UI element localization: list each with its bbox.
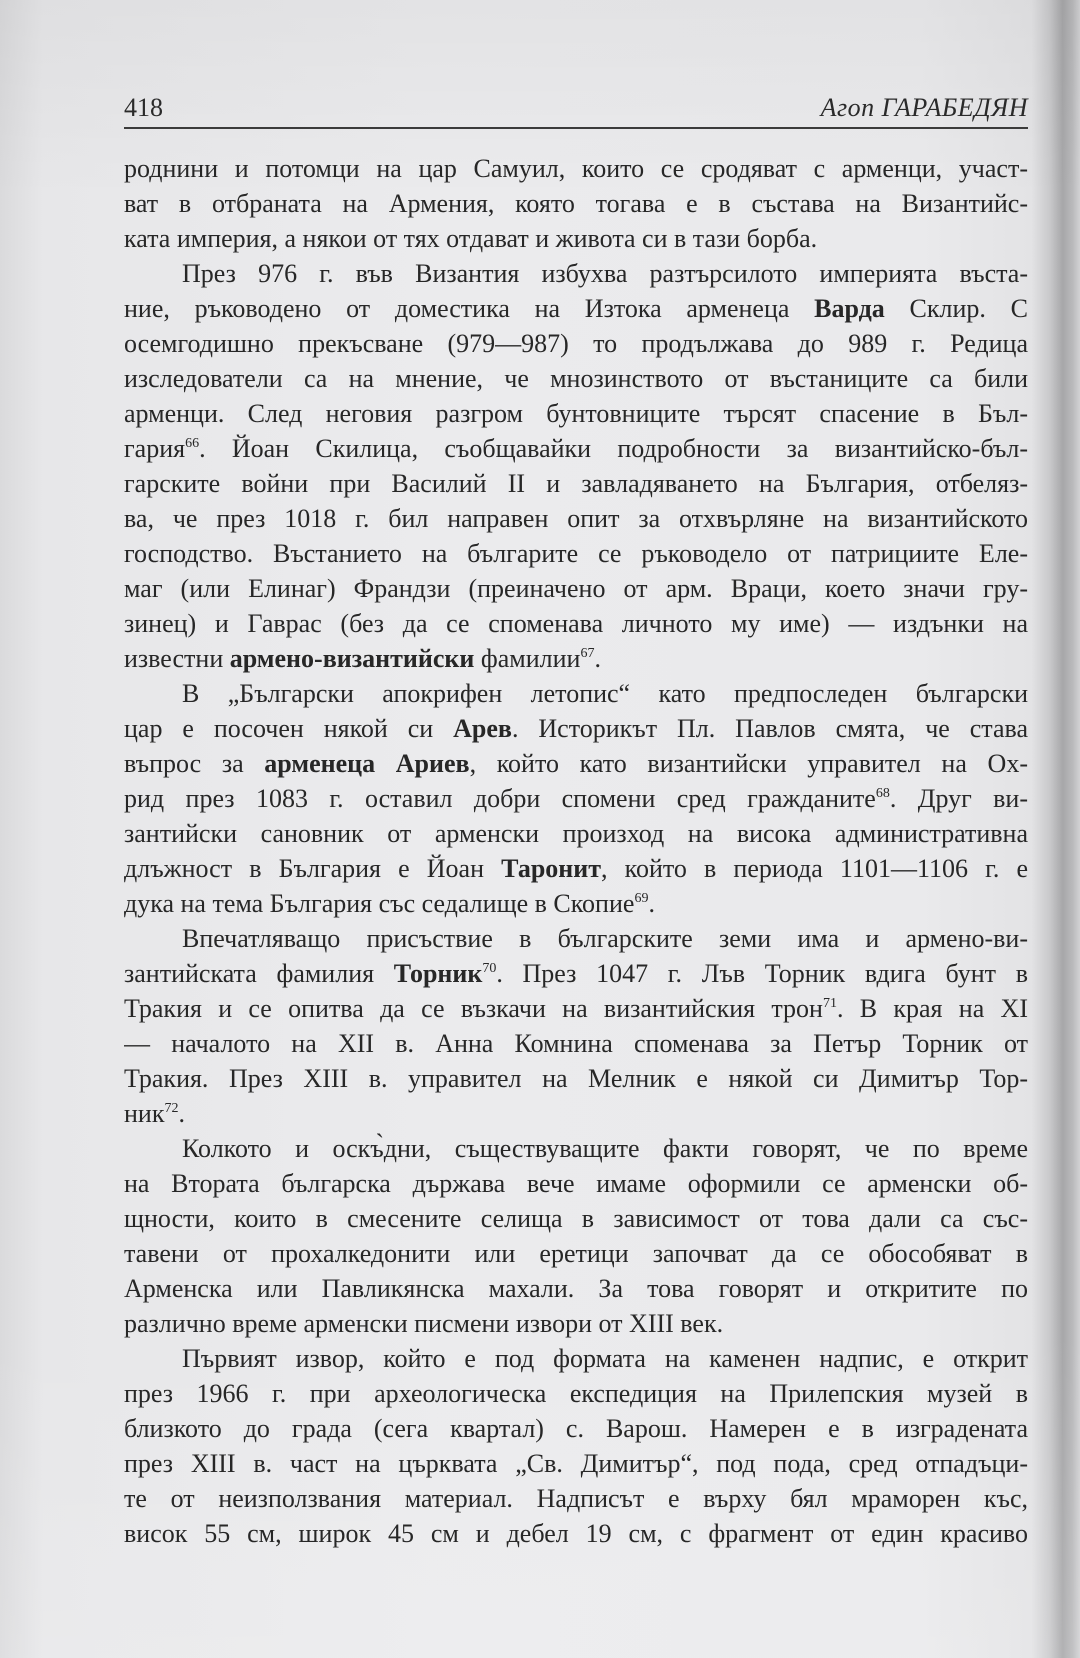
text-line	[124, 606, 1028, 641]
text-run: тавени от прохалкедонити или еретици започват да се обособяват в	[124, 1239, 1028, 1268]
text-run: маг (или Елинаг) Франдзи (преиначено от арм. Враци, което значи гру-	[124, 574, 1028, 603]
page-number: 418	[124, 93, 163, 122]
text-line	[124, 1306, 1028, 1341]
text-line	[124, 851, 1028, 886]
text-run: Тракия и се опитва да се възкачи на византийския трон	[124, 994, 823, 1023]
text-line	[124, 571, 1028, 606]
text-run: Впечатляващо присъствие в българските земи има и армено-ви-	[182, 924, 1028, 953]
text-line	[124, 466, 1028, 501]
text-line	[124, 326, 1028, 361]
paragraph	[124, 676, 1028, 921]
text-run: различно време арменски писмени извори от XIII век.	[124, 1309, 724, 1338]
text-run: изследователи са на мнение, че мнозинството от въстаниците са били	[124, 364, 1028, 393]
text-line	[124, 641, 1028, 676]
text-run: — началото на XII в. Анна Комнина споменава за Петър Торник от	[124, 1029, 1028, 1058]
body-text	[124, 151, 1028, 1551]
text-line	[124, 256, 1028, 291]
text-run: зинец) и Гаврас (без да се споменава личното му име) — издънки на	[124, 609, 1028, 638]
bold-term: армено-византийски	[229, 644, 475, 673]
text-run: рид през 1083 г. оставил добри спомени сред гражданите	[124, 784, 876, 813]
text-line	[124, 536, 1028, 571]
text-line	[124, 676, 1028, 711]
paragraph	[124, 921, 1028, 1131]
text-run: ва, че през 1018 г. бил направен опит за отхвърляне на византийското	[124, 504, 1028, 533]
text-run: ват в отбраната на Армения, която тогава е в състава на Византийс-	[124, 189, 1028, 218]
text-run: арменци. След неговия разгром бунтовниците търсят спасение в Бъл-	[124, 399, 1028, 428]
text-run: . В края на XI	[836, 994, 1028, 1023]
text-run: фамилии	[474, 644, 581, 673]
text-run: . Историкът Пл. Павлов смята, че става	[511, 714, 1028, 743]
footnote-ref: 70	[482, 961, 497, 976]
text-run: известни	[124, 644, 230, 673]
text-run: Тракия. През XIII в. управител на Мелник е някой си Димитър Тор-	[124, 1064, 1028, 1093]
text-run: Склир. С	[884, 294, 1028, 323]
text-run: през 1966 г. при археологическа експедиция на Прилепския музей в	[124, 1379, 1028, 1408]
text-line	[124, 1411, 1028, 1446]
text-line	[124, 361, 1028, 396]
text-run: длъжност в България е Йоан	[124, 854, 502, 883]
text-run: .	[648, 889, 655, 918]
text-run: роднини и потомци на цар Самуил, които се сродяват с арменци, участ-	[124, 154, 1028, 183]
text-run: .	[594, 644, 601, 673]
text-run: дука на тема България със седалище в Скопие	[124, 889, 635, 918]
paragraph	[124, 1131, 1028, 1341]
text-line	[124, 781, 1028, 816]
text-run: ката империя, а някои от тях отдават и живота си в тази борба.	[124, 224, 818, 253]
header-rule	[124, 127, 1028, 129]
paragraph	[124, 151, 1028, 256]
bold-term: Таронит	[501, 854, 602, 883]
text-line	[124, 956, 1028, 991]
text-line	[124, 1096, 1028, 1131]
page-header	[124, 92, 1028, 124]
text-run: господство. Въстанието на българите се ръководело от патрициите Еле-	[124, 539, 1028, 568]
text-line	[124, 396, 1028, 431]
text-line	[124, 1481, 1028, 1516]
text-line	[124, 1376, 1028, 1411]
text-run: През 976 г. във Византия избухва разтърсилото империята въста-	[182, 259, 1028, 288]
text-run: . През 1047 г. Лъв Торник вдига бунт в	[496, 959, 1028, 988]
text-run: Колкото и оскъ̀дни, съществуващите факти говорят, че по време	[182, 1134, 1028, 1163]
text-run: през XIII в. част на църквата „Св. Димитър“, под пода, сред отпадъци-	[124, 1449, 1028, 1478]
text-run: щности, които в смесените селища в зависимост от това дали са със-	[124, 1204, 1028, 1233]
text-line	[124, 186, 1028, 221]
text-line	[124, 1026, 1028, 1061]
text-line	[124, 746, 1028, 781]
text-run: зантийската фамилия	[124, 959, 394, 988]
text-run: Арменска или Павликянска махали. За това говорят и откритите по	[124, 1274, 1028, 1303]
bold-term: арменеца Ариев	[264, 749, 470, 778]
footnote-ref: 69	[634, 891, 649, 906]
text-line	[124, 1446, 1028, 1481]
text-run: на Втората българска държава вече имаме оформили се арменски об-	[124, 1169, 1028, 1198]
text-line	[124, 1201, 1028, 1236]
text-line	[124, 991, 1028, 1026]
bold-term: Варда	[814, 294, 885, 323]
text-run: висок 55 см, широк 45 см и дебел 19 см, с фрагмент от един красиво	[124, 1519, 1028, 1548]
text-run: Първият извор, който е под формата на каменен надпис, е открит	[182, 1344, 1028, 1373]
running-head-author: Агоп ГАРАБЕДЯН	[820, 93, 1028, 122]
text-run: В „Български апокрифен летопис“ като предпоследен български	[182, 679, 1028, 708]
text-line	[124, 816, 1028, 851]
text-line	[124, 711, 1028, 746]
text-line	[124, 501, 1028, 536]
paragraph	[124, 1341, 1028, 1551]
text-run: , който като византийски управител на Ох-	[469, 749, 1028, 778]
footnote-ref: 66	[185, 436, 200, 451]
text-run: цар е посочен някой си	[124, 714, 454, 743]
text-line	[124, 886, 1028, 921]
text-run: въпрос за	[124, 749, 265, 778]
text-run: , който в периода 1101—1106 г. е	[601, 854, 1028, 883]
text-run: гарските войни при Василий II и завладяването на България, отбеляз-	[124, 469, 1028, 498]
footnote-ref: 68	[875, 786, 890, 801]
text-run: ник	[124, 1099, 165, 1128]
text-line	[124, 221, 1028, 256]
footnote-ref: 72	[164, 1101, 179, 1116]
text-run: . Друг ви-	[889, 784, 1028, 813]
text-run: . Йоан Скилица, съобщавайки подробности за византийско-бъл-	[199, 434, 1028, 463]
text-run: те от неизползвания материал. Надписът е върху бял мраморен къс,	[124, 1484, 1028, 1513]
text-line	[124, 1516, 1028, 1551]
footnote-ref: 71	[822, 996, 837, 1011]
text-run: гария	[124, 434, 186, 463]
text-run: близкото до града (сега квартал) с. Варош. Намерен е в изградената	[124, 1414, 1028, 1443]
bold-term: Арев	[453, 714, 512, 743]
text-line	[124, 1061, 1028, 1096]
text-run: ние, ръководено от доместика на Изтока арменеца	[124, 294, 815, 323]
paragraph	[124, 256, 1028, 676]
text-line	[124, 1341, 1028, 1376]
bold-term: Торник	[393, 959, 483, 988]
text-line	[124, 431, 1028, 466]
text-run: осемгодишно прекъсване (979—987) то продължава до 989 г. Редица	[124, 329, 1028, 358]
text-run: .	[178, 1099, 185, 1128]
text-line	[124, 1131, 1028, 1166]
text-run: зантийски сановник от арменски произход на висока административна	[124, 819, 1028, 848]
text-line	[124, 291, 1028, 326]
text-line	[124, 1166, 1028, 1201]
footnote-ref: 67	[580, 646, 595, 661]
text-line	[124, 1236, 1028, 1271]
text-line	[124, 1271, 1028, 1306]
text-line	[124, 151, 1028, 186]
text-line	[124, 921, 1028, 956]
